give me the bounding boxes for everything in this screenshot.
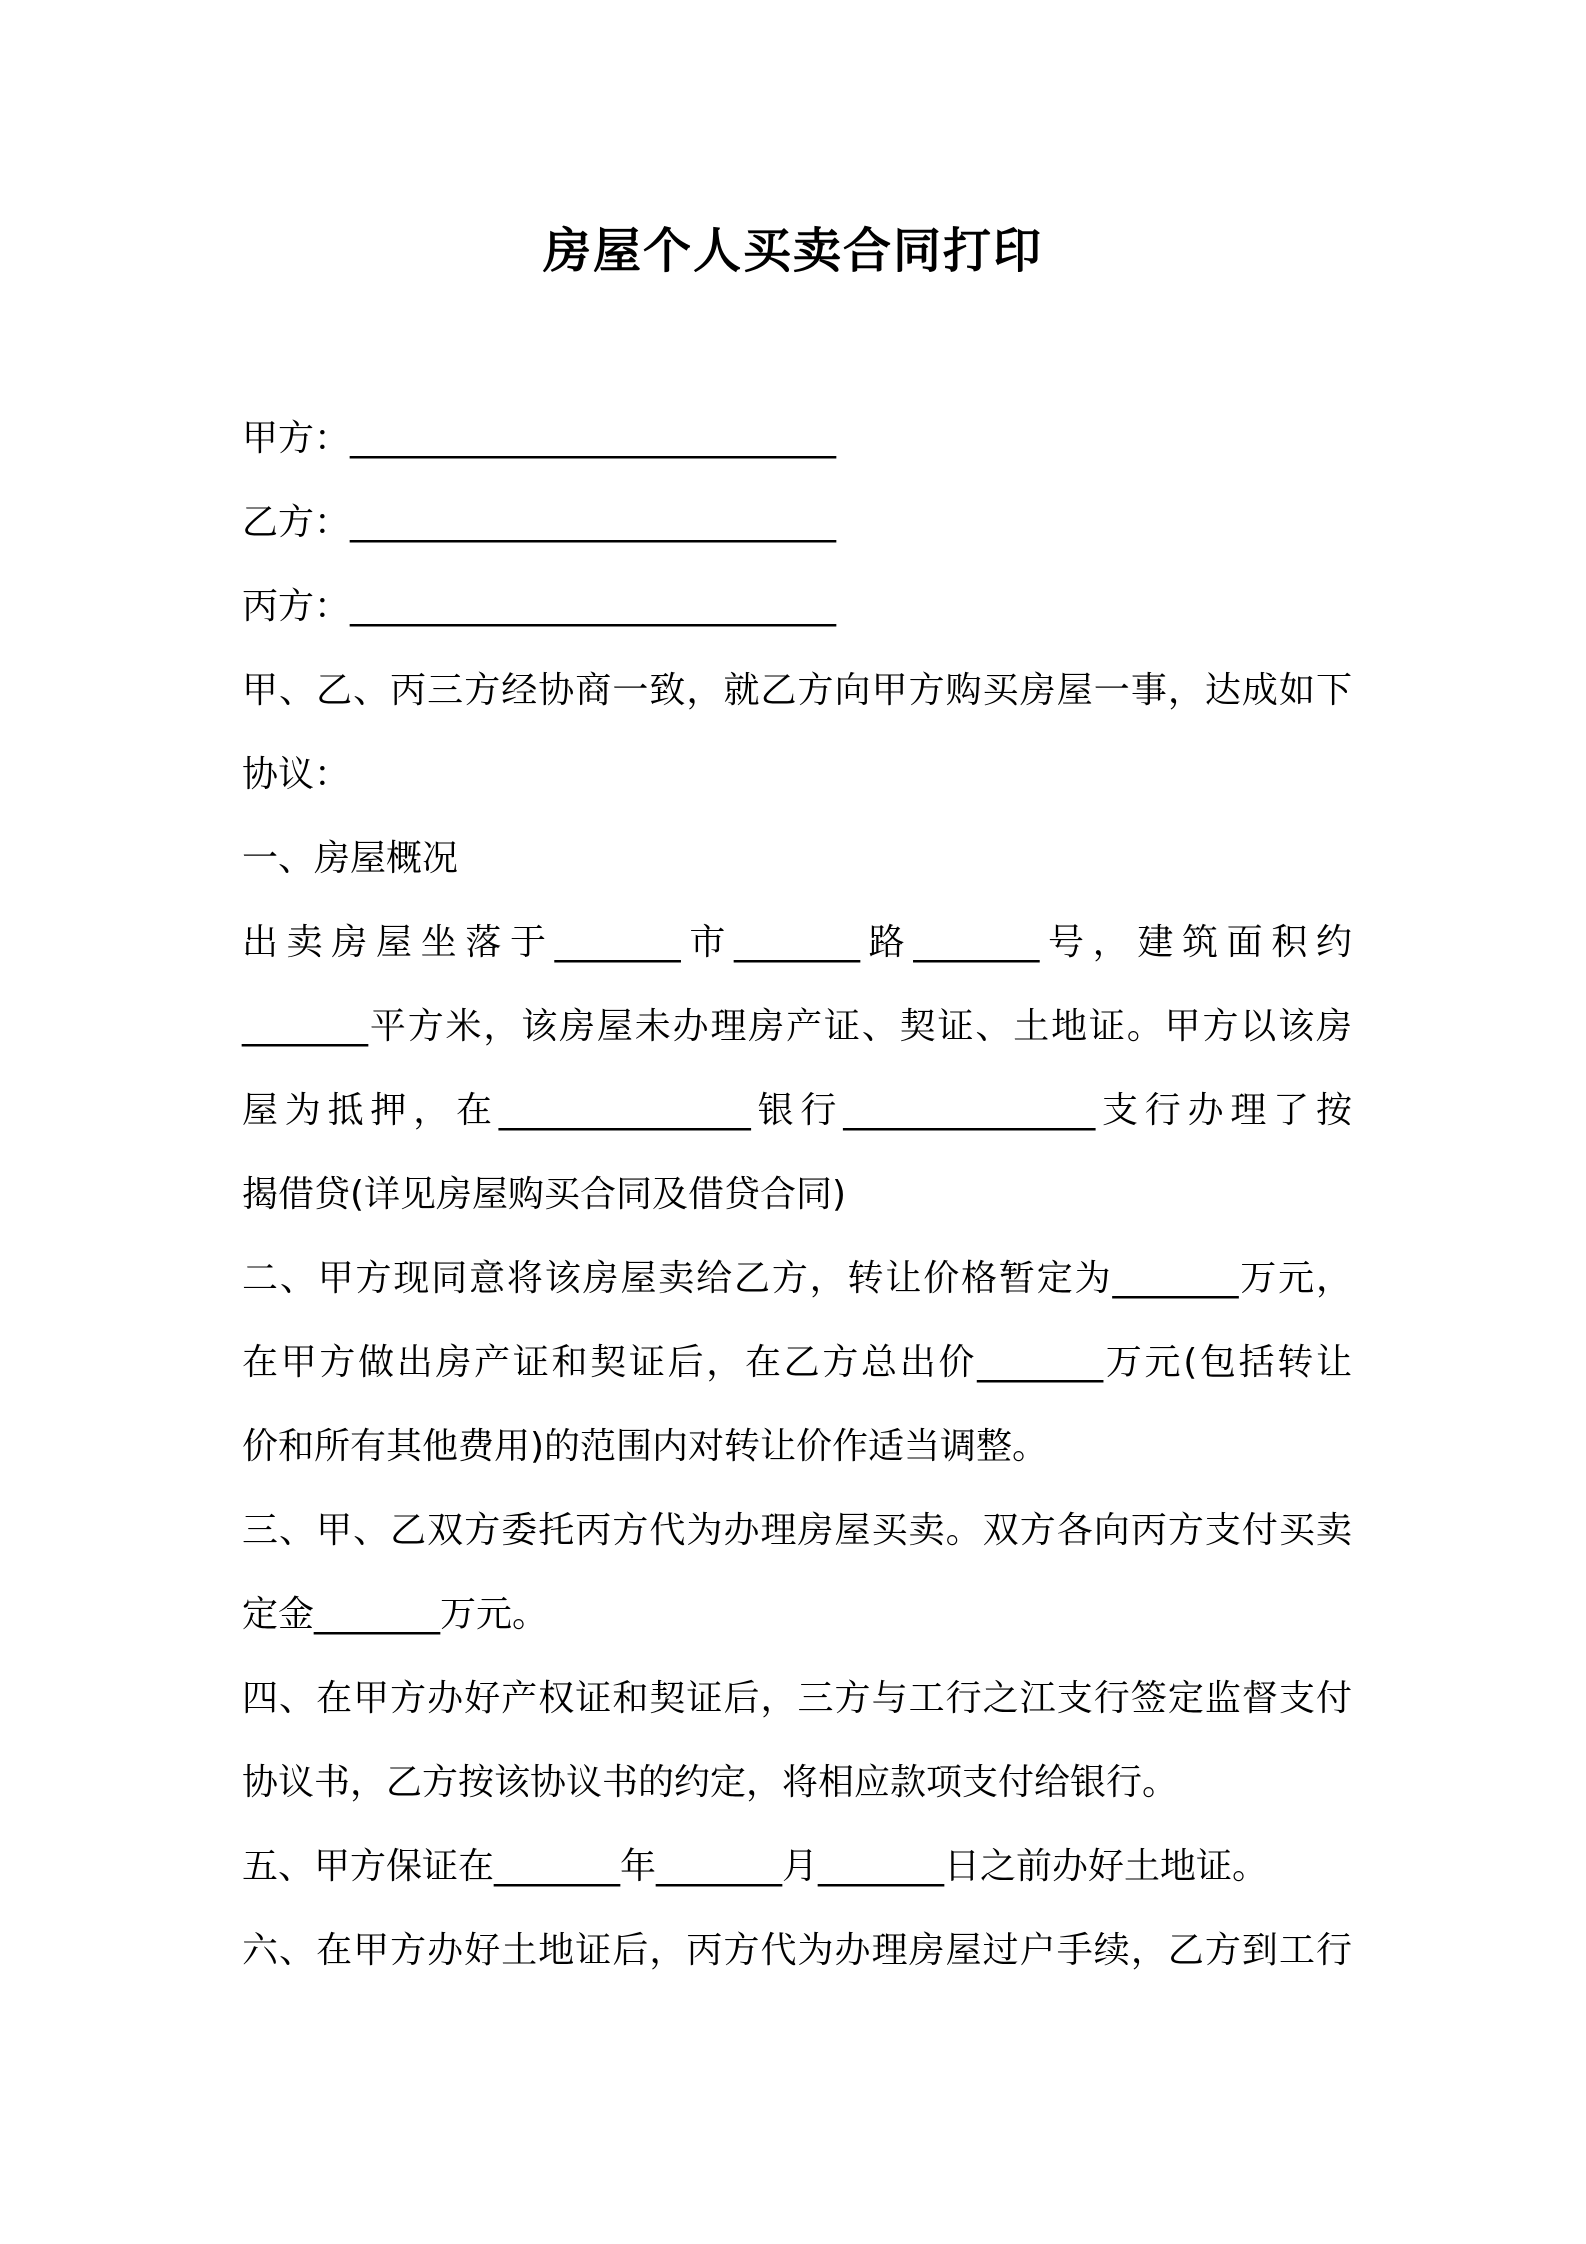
section-1-line-4: 揭借贷(详见房屋购买合同及借贷合同): [242, 1174, 847, 1215]
section-1-line-2: _______平方米，该房屋未办理房产证、契证、土地证。甲方以该房: [242, 1006, 1352, 1047]
section-2-line-2: 在甲方做出房产证和契证后，在乙方总出价_______万元(包括转让: [242, 1342, 1352, 1383]
section-5-line-1: 五、甲方保证在_______年_______月_______日之前办好土地证。: [242, 1846, 1269, 1887]
section-2-line-3: 价和所有其他费用)的范围内对转让价作适当调整。: [242, 1426, 1049, 1467]
party-a-line: 甲方：___________________________: [242, 418, 837, 459]
party-c-line: 丙方：___________________________: [242, 586, 837, 627]
section-6-line-1: 六、在甲方办好土地证后，丙方代为办理房屋过户手续，乙方到工行: [242, 1930, 1352, 1971]
party-b-line: 乙方：___________________________: [242, 502, 837, 543]
section-4-line-2: 协议书，乙方按该协议书的约定，将相应款项支付给银行。: [242, 1762, 1179, 1803]
section-1-line-3: 屋为抵押，在______________银行______________支行办理了按: [242, 1090, 1352, 1131]
section-3-line-2: 定金_______万元。: [242, 1594, 549, 1635]
section-2-line-1: 二、甲方现同意将该房屋卖给乙方，转让价格暂定为_______万元，: [242, 1258, 1352, 1299]
section-1-line-1: 出卖房屋坐落于_______市_______路_______号，建筑面积约: [242, 922, 1352, 963]
intro-line-2: 协议：: [242, 754, 351, 795]
section-3-line-1: 三、甲、乙双方委托丙方代为办理房屋买卖。双方各向丙方支付买卖: [242, 1510, 1352, 1551]
document-title: 房屋个人买卖合同打印: [542, 223, 1043, 279]
section-4-line-1: 四、在甲方办好产权证和契证后，三方与工行之江支行签定监督支付: [242, 1678, 1352, 1719]
intro-line-1: 甲、乙、丙三方经协商一致，就乙方向甲方购买房屋一事，达成如下: [242, 670, 1352, 711]
section-1-heading: 一、房屋概况: [242, 838, 459, 879]
